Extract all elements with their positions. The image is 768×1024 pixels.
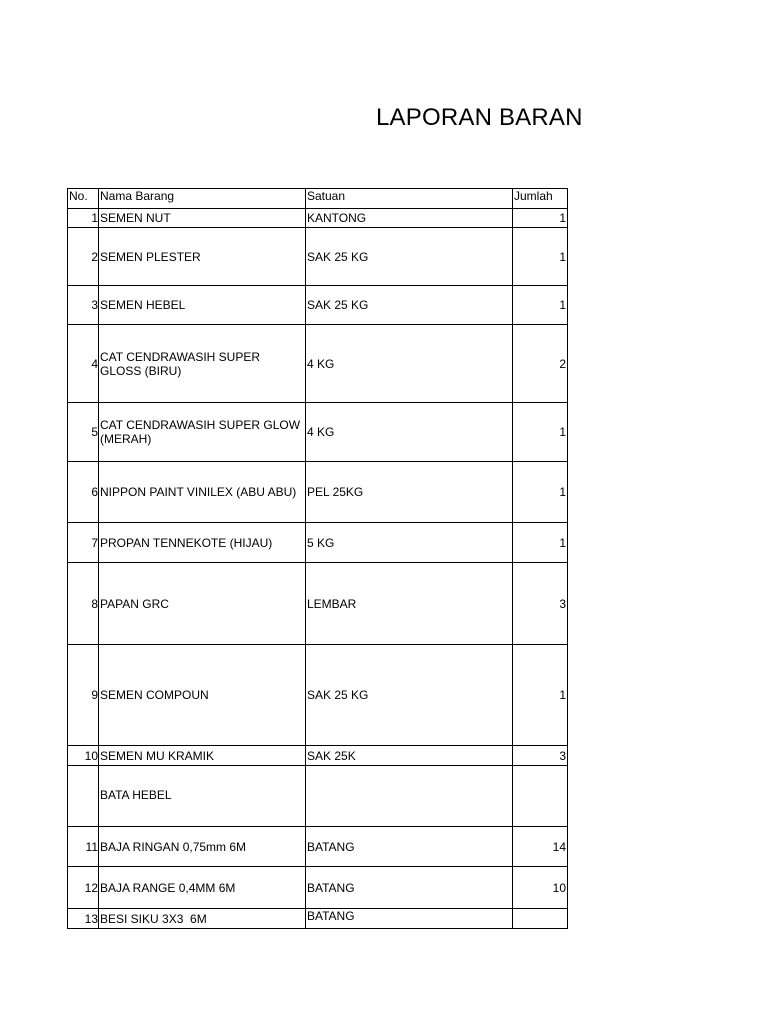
cell-satuan: SAK 25K xyxy=(306,746,513,766)
table-header-row xyxy=(68,189,568,209)
cell-nama-barang: NIPPON PAINT VINILEX (ABU ABU) xyxy=(99,462,306,523)
cell-no: 7 xyxy=(68,523,99,563)
cell-satuan xyxy=(306,766,513,827)
table-row xyxy=(68,325,568,403)
cell-nama-barang: BAJA RANGE 0,4MM 6M xyxy=(99,867,306,909)
cell-satuan: LEMBAR xyxy=(306,563,513,645)
cell-satuan: BATANG xyxy=(306,909,513,929)
cell-jumlah: 3 xyxy=(513,563,568,645)
cell-satuan: KANTONG xyxy=(306,209,513,228)
table-row xyxy=(68,645,568,746)
table-row xyxy=(68,523,568,563)
cell-no: 8 xyxy=(68,563,99,645)
cell-no: 12 xyxy=(68,867,99,909)
cell-jumlah: 1 xyxy=(513,228,568,286)
table-row xyxy=(68,462,568,523)
cell-jumlah: 1 xyxy=(513,523,568,563)
table-row xyxy=(68,563,568,645)
table-row xyxy=(68,867,568,909)
table-row xyxy=(68,209,568,228)
report-title: LAPORAN BARAN xyxy=(376,104,583,131)
cell-satuan: SAK 25 KG xyxy=(306,286,513,325)
item-table xyxy=(67,188,568,929)
cell-no: 13 xyxy=(68,909,99,929)
cell-no: 4 xyxy=(68,325,99,403)
cell-satuan: PEL 25KG xyxy=(306,462,513,523)
cell-no: 10 xyxy=(68,746,99,766)
table-row xyxy=(68,827,568,867)
table-row xyxy=(68,286,568,325)
cell-jumlah: 1 xyxy=(513,209,568,228)
table-row xyxy=(68,909,568,929)
cell-satuan: 4 KG xyxy=(306,403,513,462)
cell-nama-barang: SEMEN NUT xyxy=(99,209,306,228)
cell-satuan: SAK 25 KG xyxy=(306,228,513,286)
cell-satuan: 5 KG xyxy=(306,523,513,563)
cell-jumlah: 3 xyxy=(513,746,568,766)
header-no: No. xyxy=(68,189,99,209)
header-jumlah: Jumlah xyxy=(513,189,568,209)
cell-nama-barang: SEMEN MU KRAMIK xyxy=(99,746,306,766)
cell-jumlah: 2 xyxy=(513,325,568,403)
cell-satuan: SAK 25 KG xyxy=(306,645,513,746)
table-row xyxy=(68,766,568,827)
cell-nama-barang: SEMEN PLESTER xyxy=(99,228,306,286)
cell-no: 5 xyxy=(68,403,99,462)
cell-nama-barang: CAT CENDRAWASIH SUPER GLOW (MERAH) xyxy=(99,403,306,462)
cell-jumlah xyxy=(513,766,568,827)
header-nama-barang: Nama Barang xyxy=(99,189,306,209)
cell-no: 9 xyxy=(68,645,99,746)
cell-jumlah: 10 xyxy=(513,867,568,909)
cell-nama-barang: SEMEN HEBEL xyxy=(99,286,306,325)
table-row xyxy=(68,403,568,462)
cell-jumlah xyxy=(513,909,568,929)
cell-no: 2 xyxy=(68,228,99,286)
table-row xyxy=(68,228,568,286)
cell-satuan: BATANG xyxy=(306,867,513,909)
header-satuan: Satuan xyxy=(306,189,513,209)
cell-nama-barang: SEMEN COMPOUN xyxy=(99,645,306,746)
table-row xyxy=(68,746,568,766)
cell-nama-barang: PROPAN TENNEKOTE (HIJAU) xyxy=(99,523,306,563)
cell-no: 3 xyxy=(68,286,99,325)
cell-nama-barang: BESI SIKU 3X3 6M xyxy=(99,909,306,929)
cell-no: 11 xyxy=(68,827,99,867)
cell-jumlah: 1 xyxy=(513,645,568,746)
cell-no xyxy=(68,766,99,827)
cell-nama-barang: BAJA RINGAN 0,75mm 6M xyxy=(99,827,306,867)
cell-no: 1 xyxy=(68,209,99,228)
cell-jumlah: 1 xyxy=(513,286,568,325)
cell-no: 6 xyxy=(68,462,99,523)
cell-nama-barang: CAT CENDRAWASIH SUPER GLOSS (BIRU) xyxy=(99,325,306,403)
cell-nama-barang: PAPAN GRC xyxy=(99,563,306,645)
cell-satuan: 4 KG xyxy=(306,325,513,403)
cell-jumlah: 1 xyxy=(513,462,568,523)
cell-satuan: BATANG xyxy=(306,827,513,867)
cell-jumlah: 1 xyxy=(513,403,568,462)
cell-nama-barang: BATA HEBEL xyxy=(99,766,306,827)
cell-jumlah: 14 xyxy=(513,827,568,867)
